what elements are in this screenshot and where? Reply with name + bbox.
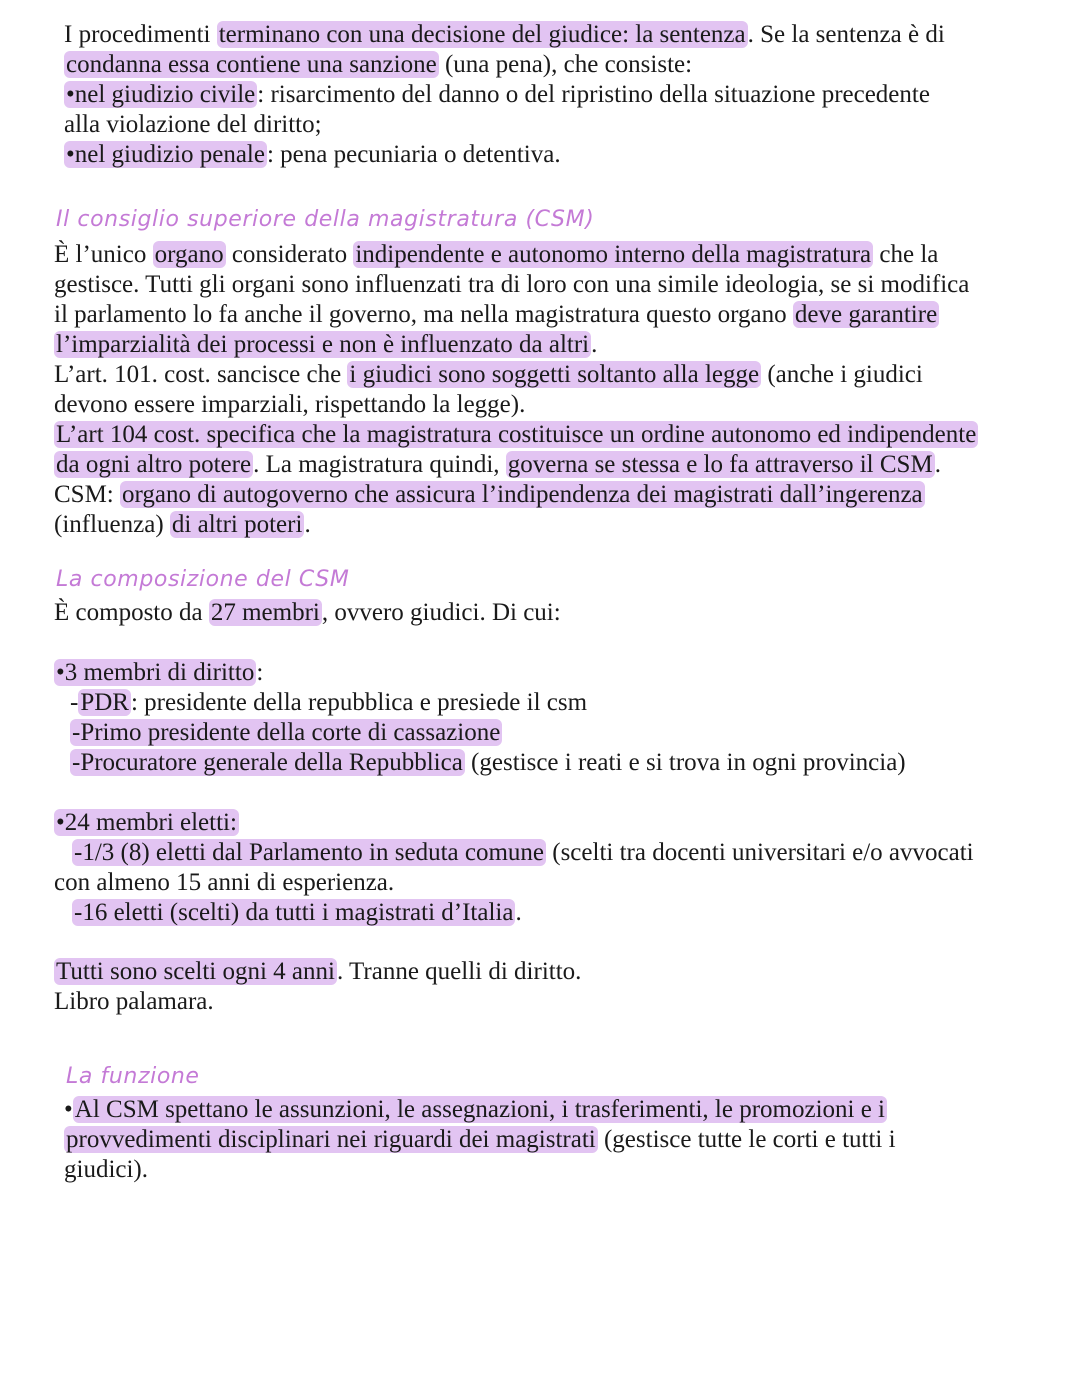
text-line: il parlamento lo fa anche il governo, ma nella magistratura questo organo deve garantire (54, 301, 938, 328)
list-item: •Al CSM spettano le assunzioni, le assegnazioni, i trasferimenti, le promozioni e i (64, 1096, 886, 1123)
text-line: È composto da 27 membri, ovvero giudici. Di cui: (54, 599, 561, 626)
list-item: -Primo presidente della corte di cassazione (72, 719, 501, 746)
text-line: giudici). (64, 1156, 149, 1183)
list-item: -16 eletti (scelti) da tutti i magistrati d’Italia. (74, 899, 522, 926)
text-line: da ogni altro potere. La magistratura quindi, governa se stessa e lo fa attraverso il CSM. (56, 451, 941, 478)
csm-paragraph (54, 240, 978, 540)
text-line: devono essere imparziali, rispettando la legge). (54, 391, 526, 418)
membri-eletti-list (54, 808, 974, 928)
list-item: -Procuratore generale della Repubblica (gestisce i reati e si trova in ogni provincia) (72, 749, 906, 776)
text-line: L’art 104 cost. specifica che la magistratura costituisce un ordine autonomo ed indipendente (56, 421, 977, 448)
text-line: CSM: organo di autogoverno che assicura l’indipendenza dei magistrati dall’ingerenza (54, 481, 923, 508)
text-line: I procedimenti terminano con una decisione del giudice: la sentenza. Se la sentenza è di (64, 21, 945, 48)
membri-diritto-list (54, 658, 906, 778)
list-item: •24 membri eletti: (56, 809, 237, 836)
text-line: (influenza) di altri poteri. (54, 511, 311, 538)
section-heading-composizione: La composizione del CSM (56, 567, 350, 592)
funzione-paragraph (64, 1095, 896, 1185)
list-item: •nel giudizio civile: risarcimento del danno o del ripristino della situazione precedente (66, 81, 930, 108)
nota-paragraph (54, 957, 581, 1017)
text-line: È l’unico organo considerato indipendente e autonomo interno della magistratura che la (54, 241, 939, 268)
composizione-paragraph (54, 598, 561, 628)
text-line: L’art. 101. cost. sancisce che i giudici sono soggetti soltanto alla legge (anche i giudici (54, 361, 923, 388)
intro-paragraph (64, 20, 945, 170)
list-item: -PDR: presidente della repubblica e presiede il csm (70, 689, 588, 716)
text-line: l’imparzialità dei processi e non è influenzato da altri. (56, 331, 598, 358)
text-line: provvedimenti disciplinari nei riguardi dei magistrati (gestisce tutte le corti e tutti i (66, 1126, 896, 1153)
list-item: •nel giudizio penale: pena pecuniaria o detentiva. (66, 141, 561, 168)
section-heading-funzione: La funzione (66, 1064, 200, 1089)
text-line: Libro palamara. (54, 988, 214, 1015)
list-item: -1/3 (8) eletti dal Parlamento in seduta comune (scelti tra docenti universitari e/o avvocati (74, 839, 974, 866)
text-line: gestisce. Tutti gli organi sono influenzati tra di loro con una simile ideologia, se si modifica (54, 271, 970, 298)
text-line: Tutti sono scelti ogni 4 anni. Tranne quelli di diritto. (56, 958, 582, 985)
list-item: •3 membri di diritto: (56, 659, 264, 686)
text-line: alla violazione del diritto; (64, 111, 322, 138)
text-line: condanna essa contiene una sanzione (una pena), che consiste: (66, 51, 693, 78)
section-heading-csm: Il consiglio superiore della magistratura (CSM) (56, 207, 595, 232)
text-line: con almeno 15 anni di esperienza. (54, 869, 395, 896)
